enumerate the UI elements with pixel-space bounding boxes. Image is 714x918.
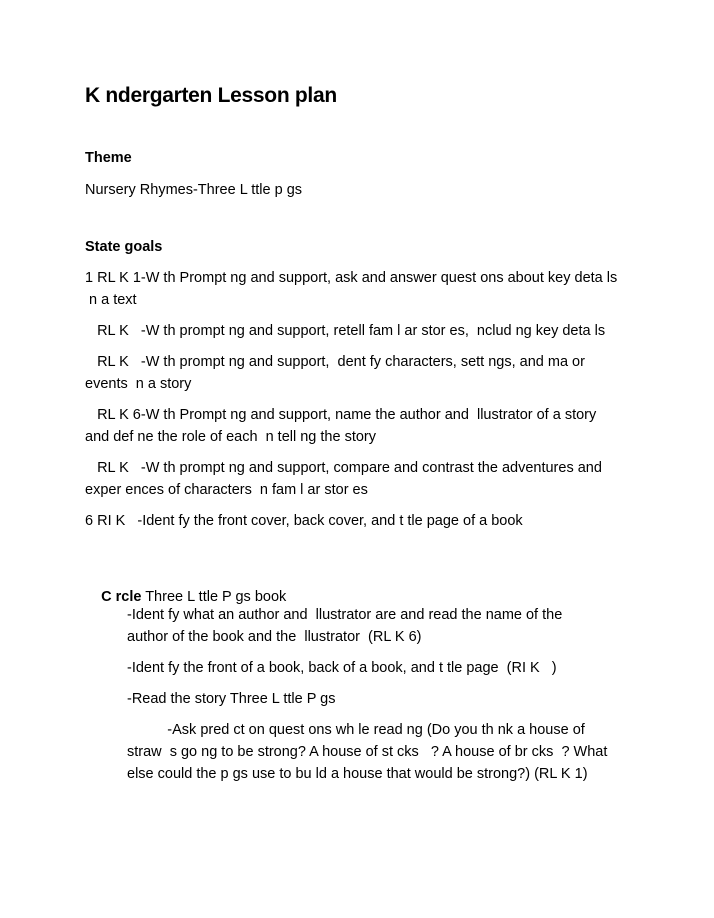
goal-line: n a text (85, 292, 137, 308)
circle-line: -Read the story Three L ttle P gs (127, 691, 336, 707)
goal-line: 1 RL K 1-W th Prompt ng and support, ask and answer quest ons about key deta ls (85, 270, 618, 286)
theme-heading: Theme (85, 150, 132, 166)
goal-line: RL K -W th prompt ng and support, compare and contrast the adventures and (85, 460, 602, 476)
theme-text: Nursery Rhymes-Three L ttle p gs (85, 182, 303, 198)
goal-line: RL K -W th prompt ng and support, dent fy characters, sett ngs, and ma or (85, 354, 585, 370)
circle-line: straw s go ng to be strong? A house of st cks ? A house of br cks ? What (127, 744, 608, 760)
goal-line: events n a story (85, 376, 192, 392)
document-title: K ndergarten Lesson plan (85, 84, 337, 107)
goal-line: 6 RI K -Ident fy the front cover, back cover, and t tle page of a book (85, 513, 523, 529)
circle-line: -Ident fy what an author and llustrator are and read the name of the (127, 607, 563, 623)
goals-heading: State goals (85, 239, 163, 255)
goal-line: exper ences of characters n fam l ar stor es (85, 482, 368, 498)
goal-line: RL K -W th prompt ng and support, retell fam l ar stor es, nclud ng key deta ls (85, 323, 606, 339)
circle-line: -Ask pred ct on quest ons wh le read ng (Do you th nk a house of (127, 722, 585, 738)
goal-line: RL K 6-W th Prompt ng and support, name the author and llustrator of a story (85, 407, 597, 423)
circle-line: author of the book and the llustrator (RL K 6) (127, 629, 422, 645)
goal-line: and def ne the role of each n tell ng the story (85, 429, 376, 445)
circle-subtitle: Three L ttle P gs book (141, 589, 287, 605)
circle-line: -Ident fy the front of a book, back of a book, and t tle page (RI K ) (127, 660, 557, 676)
circle-line: else could the p gs use to bu ld a house that would be strong?) (RL K 1) (127, 766, 588, 782)
circle-heading: C rcle (101, 589, 142, 605)
